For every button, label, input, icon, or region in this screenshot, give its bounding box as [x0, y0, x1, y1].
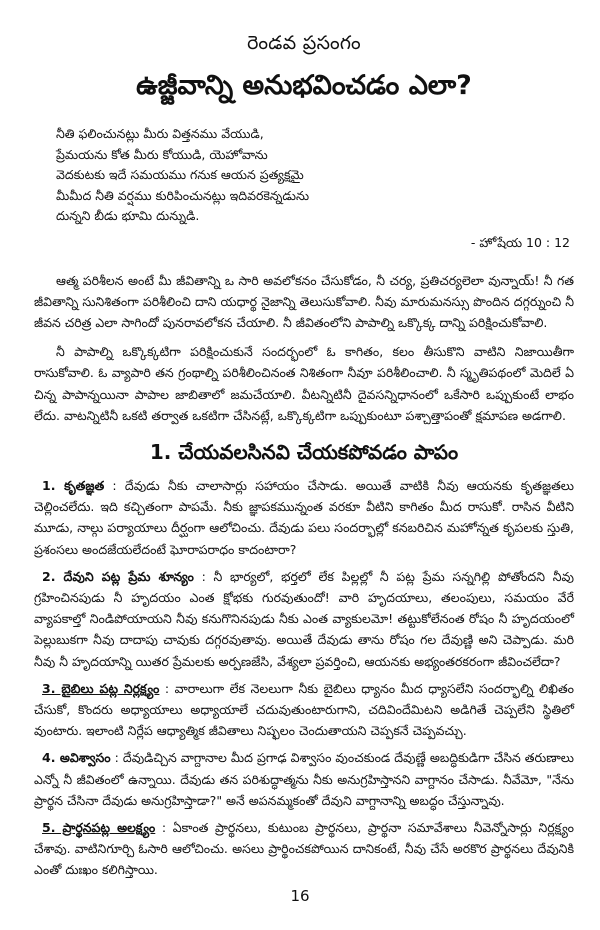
item-text: : నీ భార్యలో, భర్తలో లేక పిల్లల్లో నీ పట్ల ప్రేమ సన్నగిల్లి పోతోందని నీవు గ్రహించినపుడు నీ హృదయం ఎంత క్షోభకు గురవుతుందో! వారి హృదయాలు, తలంపులు, సమయం వేరే వ్యాపకాల్తో నిండిపోయాయని నీవు కనుగొనినపుడు నీకు ఎంత వ్యాకులమో! తట్టుకోలేనంత రోషం నీ హృదయంలో పెల్లుబుకగా నీవు దాదాపు చావుకు దగ్గరవుతావు. అయితే దేవుడు తాను రోషం గల దేవుణ్ణి అని చెప్పాడు. మరి నీవు నీ హృదయాన్ని యితర ప్రేమలకు అర్పణజేసి, వేశ్యలా ప్రవర్తించి, ఆయనకు అభ్యంతరకరంగా జీవించలేదా?	[34, 568, 574, 669]
chapter-heading: రెండవ ప్రసంగం	[247, 32, 361, 54]
item-label: 1. కృతజ్ఞత	[42, 477, 105, 493]
intro-paragraph: నీ పాపాల్ని ఒక్కొక్కటిగా పరిక్షించుకునే సందర్భంలో ఓ కాగితం, కలం తీసుకొని వాటిని నిజాయితీగా రాసుకోవాలి. ఓ వ్యాపారి తన గ్రంథాల్ని పరిశీలించినంత నిశితంగా నీవూ పరిశీలించాలి. నీ స్మృతిపథంలో మెదిలే ఏ చిన్న పాపాన్నయినా పాపాల జాబితాలో జమచేయాలి. వీటన్నిటినీ దైవసన్నిధానంలో ఒకేసారి ఒప్పుకుంటే లాభం లేదు. వాటన్నిటినీ ఒకటి తర్వాత ఒకటిగా చేసినట్లే, ఒక్కొక్కటిగా ఒప్పుకుంటూ పశ్చాత్తాపంతో క్షమాపణ అడగాలి.	[34, 344, 574, 423]
item-text: : దేవుడిచ్చిన వాగ్దానాల మీద ప్రగాఢ విశ్వాసం వుంచకుండ దేవుణ్ణే అబద్ధికుడిగా చేసిన తరుణాలు ఎన్నో నీ జీవితంలో ఉన్నాయి. దేవుడు తన పరిశుద్ధాత్మను నీకు అనుగ్రహిస్తానని వాగ్దానం చేసాడు. నీవేమో, "నేను ప్రార్థన చేసినా దేవుడు అనుగ్రహిస్తాడా?" అనే అపనమ్మకంతో దేవుని వాగ్దానాన్ని అబద్ధం చేస్తున్నావు.	[34, 750, 574, 808]
intro-paragraph: ఆత్మ పరిశీలన అంటే మీ జీవితాన్ని ఒ సారి అవలోకనం చేసుకోడం, నీ చర్య, ప్రతిచర్యలెలా వున్నాయ్! నీ గత జీవితాన్ని సునిశితంగా పరిశీలించి దాని యధార్థ నైజాన్ని తెలుసుకోవాలి. నీవు మారుమనస్సు పొందిన దగ్గర్నుంచి నీ జీవన చరిత్ర ఎలా సాగిందో పునరావలోకన చేయాలి. నీ జీవితంలోని పాపాల్ని ఒక్కొక్క దాన్ని పరిక్షించుకోవాలి.	[34, 272, 574, 330]
epigraph	[56, 124, 574, 227]
item-text: : వారాలుగా లేక నెలలుగా నీకు బైబిలు ధ్యానం మీద ధ్యాసలేని సందర్భాల్ని లిఖితం చేసుకో, కొందరు అధ్యాయాలు అధ్యాయాలే చదువుతుంటారుగాని, చదివిందేమిటని అడిగితే చెప్పలేని స్థితిలో వుంటారు. ఇలాంటి నిర్లేప ఆధ్యాత్మిక జీవితాలు నిష్ఫలం చెందుతాయని చెప్పకనే చెప్పవచ్చు.	[34, 680, 575, 739]
list-item	[34, 678, 574, 742]
list-item	[34, 566, 574, 672]
epigraph-line: దున్నని బీడు భూమి దున్నుడి.	[56, 208, 200, 223]
page-title: ఉజ్జీవాన్ని అనుభవించడం ఎలా?	[136, 70, 472, 101]
item-label: 3. బైబిలు పట్ల నిర్లక్ష్యం	[42, 680, 160, 696]
item-label: 4. అవిశ్వాసం	[42, 750, 111, 766]
epigraph-line: ప్రేమయను కోత మీరు కోయుడి, యెహోవాను	[56, 146, 268, 162]
item-text: : దేవుడు నీకు చాలాసార్లు సహాయం చేసాడు. అయితే వాటికి నీవు ఆయనకు కృతజ్ఞతలు చెల్లించలేదు. ఇది కచ్చితంగా పాపమే. నీకు జ్ఞాపకమున్నంత వరకూ వీటిని కాగితం మీద రాసుకో. రాసిన వీటిని మూడు, నాల్గు పర్యాయాలు దీర్ఘంగా ఆలోచించు. దేవుడు పలు సందర్భాల్లో కనబరిచిన మహోన్నత కృపలకు స్తుతి, ప్రశంసలు అందజేయలేదంటే ఘోరాపరాధం కాదంటారా?	[34, 477, 574, 557]
page-content	[34, 0, 574, 881]
epigraph-line: మీమీద నీతి వర్షము కురిపించునట్లు ఇదివరకెన్నడును	[56, 187, 310, 203]
list-item	[34, 817, 574, 881]
item-label: 2. దేవుని పట్ల ప్రేమ శూన్యం	[42, 568, 194, 584]
section-heading: 1. చేయవలసినవి చేయకపోవడం పాపం	[149, 439, 459, 464]
epigraph-line: నీతి ఫలించునట్లు మీరు విత్తనము వేయుడి,	[56, 126, 264, 141]
list-item	[34, 747, 574, 811]
scripture-reference: - హోషేయ 10 : 12	[470, 234, 570, 250]
page-number: 16	[290, 887, 310, 905]
list-item	[34, 475, 574, 560]
item-text: : ఏకాంత ప్రార్థనలు, కుటుంబ ప్రార్థనలు, ప్రార్థనా సమావేశాలు నీవెన్నోసార్లు నిర్లక్ష్యం చేశావు. వాటినిగూర్చి ఓసారి ఆలోచించు. అసలు ప్రార్థించకపోయిన దానికంటే, నీవు చేసే అరకొర ప్రార్థనలు దేవునికి ఎంతో దుఃఖం కలిగిస్తాయి.	[34, 819, 574, 878]
epigraph-line: వెదకుటకు ఇదే సమయము గనుక ఆయన ప్రత్యక్షమై	[56, 167, 304, 182]
item-label: 5. ప్రార్థనపట్ల అలక్ష్యం	[42, 819, 156, 835]
